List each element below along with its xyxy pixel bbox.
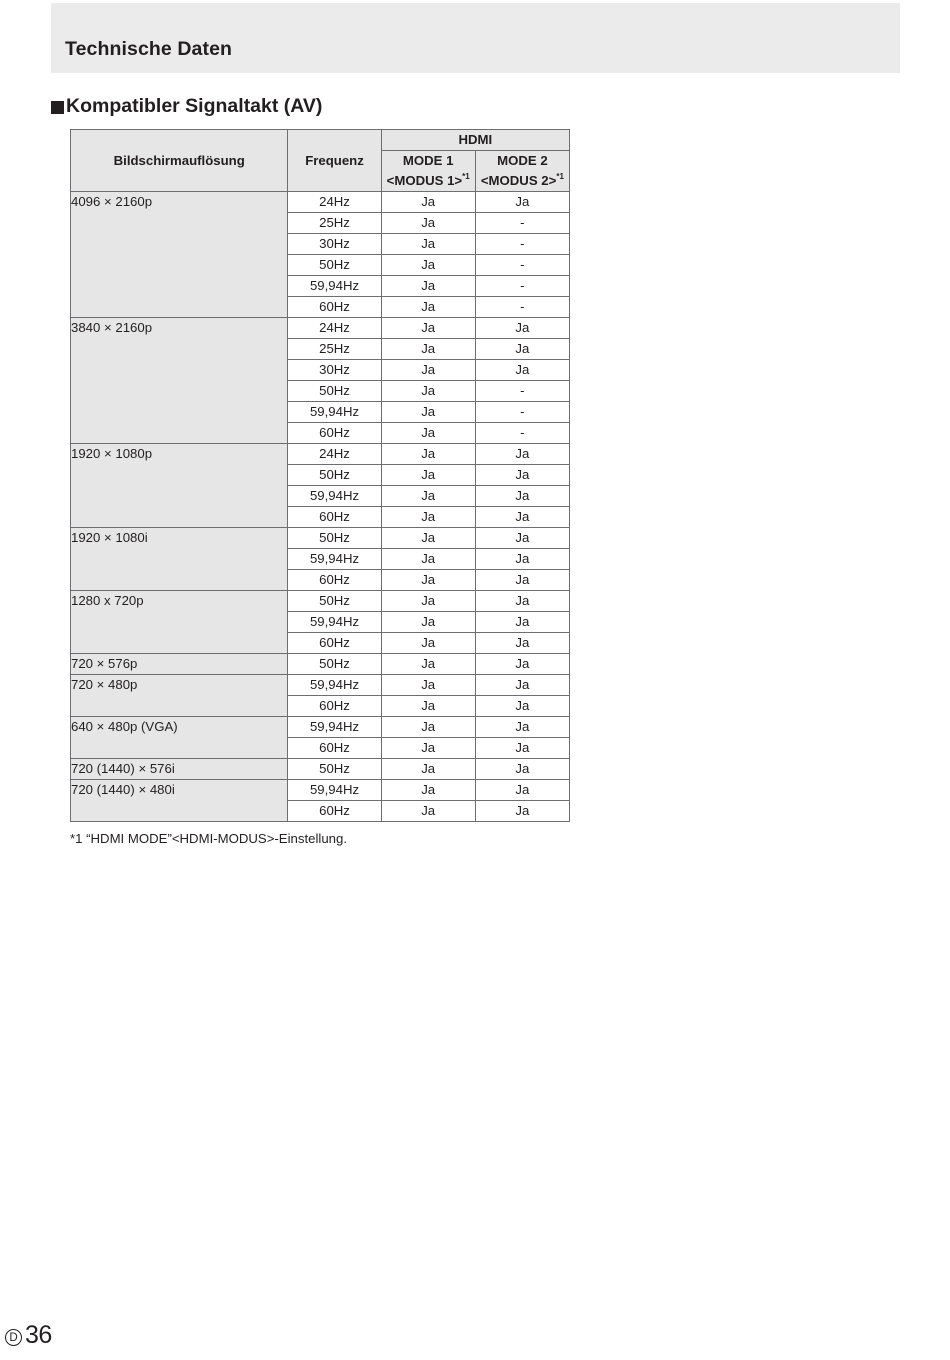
mode2-cell: Ja [475,465,569,486]
resolution-cell: 1920 × 1080i [71,528,288,591]
mode1-cell: Ja [381,738,475,759]
mode2-cell: Ja [475,633,569,654]
mode2-cell: - [475,402,569,423]
table-row [71,318,570,339]
mode1-cell: Ja [381,444,475,465]
mode2-cell: Ja [475,507,569,528]
header-mode2-sub: <MODUS 2> [480,173,557,188]
frequency-cell: 59,94Hz [288,486,381,507]
mode2-cell: Ja [475,738,569,759]
table-row [71,528,570,549]
table-row [71,654,570,675]
mode2-cell: Ja [475,444,569,465]
resolution-cell: 4096 × 2160p [71,192,288,318]
mode2-cell: Ja [475,591,569,612]
mode2-cell: Ja [475,759,569,780]
resolution-cell: 720 × 480p [71,675,288,717]
frequency-cell: 50Hz [288,654,381,675]
mode1-cell: Ja [381,213,475,234]
mode2-cell: Ja [475,570,569,591]
frequency-cell: 24Hz [288,318,381,339]
section-heading-text: Kompatibler Signaltakt (AV) [66,95,323,117]
footnote-marker: *1 [556,172,564,181]
frequency-cell: 59,94Hz [288,402,381,423]
table-row [71,717,570,738]
footnote: *1 “HDMI MODE”<HDMI-MODUS>-Einstellung. [70,831,347,846]
mode2-cell: - [475,423,569,444]
resolution-cell: 720 (1440) × 576i [71,759,288,780]
mode1-cell: Ja [381,507,475,528]
mode1-cell: Ja [381,465,475,486]
resolution-cell: 720 (1440) × 480i [71,780,288,822]
mode2-cell: Ja [475,654,569,675]
mode1-cell: Ja [381,612,475,633]
language-circle-icon: D [5,1329,22,1346]
header-mode1-label: MODE 1 [402,153,454,168]
header-hdmi: HDMI [381,130,569,151]
mode1-cell: Ja [381,255,475,276]
frequency-cell: 59,94Hz [288,549,381,570]
mode2-cell: Ja [475,549,569,570]
frequency-cell: 60Hz [288,801,381,822]
resolution-cell: 640 × 480p (VGA) [71,717,288,759]
mode2-cell: - [475,255,569,276]
table-row [71,675,570,696]
frequency-cell: 59,94Hz [288,276,381,297]
page-title: Technische Daten [65,38,233,60]
frequency-cell: 50Hz [288,381,381,402]
mode2-cell: Ja [475,360,569,381]
mode2-cell: Ja [475,192,569,213]
mode1-cell: Ja [381,486,475,507]
header-mode2 [475,151,569,192]
mode1-cell: Ja [381,591,475,612]
signal-timing-table [70,129,570,822]
mode1-cell: Ja [381,780,475,801]
mode2-cell: Ja [475,318,569,339]
mode1-cell: Ja [381,402,475,423]
frequency-cell: 50Hz [288,759,381,780]
frequency-cell: 60Hz [288,738,381,759]
header-resolution: Bildschirmauflösung [71,130,288,192]
mode1-cell: Ja [381,717,475,738]
mode1-cell: Ja [381,381,475,402]
frequency-cell: 60Hz [288,507,381,528]
page-footer [5,1321,52,1350]
mode2-cell: Ja [475,801,569,822]
frequency-cell: 50Hz [288,255,381,276]
mode1-cell: Ja [381,528,475,549]
table-row [71,780,570,801]
mode2-cell: Ja [475,717,569,738]
resolution-cell: 3840 × 2160p [71,318,288,444]
frequency-cell: 25Hz [288,339,381,360]
header-bar [51,3,900,73]
mode1-cell: Ja [381,318,475,339]
frequency-cell: 24Hz [288,444,381,465]
mode1-cell: Ja [381,339,475,360]
table-body [71,192,570,822]
mode1-cell: Ja [381,360,475,381]
mode2-cell: - [475,381,569,402]
frequency-cell: 25Hz [288,213,381,234]
frequency-cell: 30Hz [288,360,381,381]
mode1-cell: Ja [381,633,475,654]
mode1-cell: Ja [381,696,475,717]
mode2-cell: Ja [475,486,569,507]
mode1-cell: Ja [381,675,475,696]
mode1-cell: Ja [381,549,475,570]
table-row [71,444,570,465]
mode1-cell: Ja [381,234,475,255]
frequency-cell: 50Hz [288,591,381,612]
resolution-cell: 1280 x 720p [71,591,288,654]
frequency-cell: 60Hz [288,423,381,444]
mode2-cell: - [475,276,569,297]
table-row [71,192,570,213]
frequency-cell: 30Hz [288,234,381,255]
mode2-cell: Ja [475,675,569,696]
mode2-cell: - [475,234,569,255]
header-mode2-label: MODE 2 [497,153,548,168]
footnote-marker: *1 [462,172,470,181]
square-bullet-icon [51,101,64,114]
page-number: 36 [25,1321,52,1349]
mode2-cell: Ja [475,696,569,717]
frequency-cell: 60Hz [288,633,381,654]
table-row [71,591,570,612]
frequency-cell: 24Hz [288,192,381,213]
frequency-cell: 59,94Hz [288,612,381,633]
frequency-cell: 60Hz [288,696,381,717]
mode2-cell: Ja [475,528,569,549]
table-row [71,759,570,780]
mode1-cell: Ja [381,654,475,675]
mode2-cell: - [475,297,569,318]
frequency-cell: 59,94Hz [288,717,381,738]
mode2-cell: Ja [475,339,569,360]
mode2-cell: Ja [475,612,569,633]
mode1-cell: Ja [381,297,475,318]
header-mode1-sub: <MODUS 1> [386,173,463,188]
resolution-cell: 1920 × 1080p [71,444,288,528]
mode1-cell: Ja [381,570,475,591]
mode1-cell: Ja [381,276,475,297]
mode1-cell: Ja [381,759,475,780]
header-mode1 [381,151,475,192]
frequency-cell: 60Hz [288,297,381,318]
mode1-cell: Ja [381,192,475,213]
mode1-cell: Ja [381,423,475,444]
resolution-cell: 720 × 576p [71,654,288,675]
mode2-cell: - [475,213,569,234]
header-frequency: Frequenz [288,130,381,192]
frequency-cell: 50Hz [288,528,381,549]
mode2-cell: Ja [475,780,569,801]
frequency-cell: 60Hz [288,570,381,591]
frequency-cell: 59,94Hz [288,675,381,696]
mode1-cell: Ja [381,801,475,822]
section-heading [51,95,322,118]
frequency-cell: 59,94Hz [288,780,381,801]
frequency-cell: 50Hz [288,465,381,486]
